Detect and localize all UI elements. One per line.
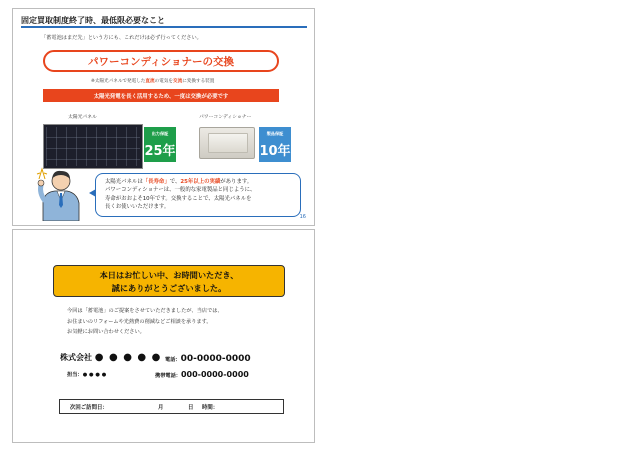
pcs-label: パワーコンディショナー xyxy=(199,115,252,120)
next-visit-box xyxy=(59,399,284,414)
page-number: 16 xyxy=(299,214,306,220)
contact-person: 担当：● ● ● ● xyxy=(67,372,107,378)
visit-time: 時間： xyxy=(202,404,219,411)
mobile-number: 携帯電話：000-0000-0000 xyxy=(155,370,249,379)
company-name: 株式会社 ● ● ● ● ● xyxy=(60,352,162,363)
intro-text: 「蓄電池はまだ先」という方にも、これだけは必ず行ってください。 xyxy=(41,35,202,41)
businessman-icon xyxy=(35,165,83,221)
visit-label: 次回ご訪問日： xyxy=(70,404,108,411)
title-rule xyxy=(21,26,307,28)
visit-month: 月 xyxy=(158,404,164,411)
panel-label: 太陽光パネル xyxy=(68,115,97,120)
phone-number: 電話：00-0000-0000 xyxy=(165,354,251,364)
solar-panel-image xyxy=(43,124,143,169)
slide-16 xyxy=(12,8,315,226)
red-banner: 太陽光発電を長く活用するため、一度は交換が必要です xyxy=(43,89,279,102)
pcs-warranty-badge: 製品保証 10年 xyxy=(259,127,291,162)
visit-day: 日 xyxy=(188,404,194,411)
panel-warranty-badge: 出力保証 25年 xyxy=(144,127,176,162)
bubble-text: 太陽光パネルは「長寿命」で、25年以上の実績があります。 パワーコンディショナーは、一般的な家電製品と同じように、 寿命がおおよそ10年です。交換することで、太陽光パネルを 長くお使いいただけます。 xyxy=(105,179,256,211)
slide-title: 固定買取制度終了時、最低限必要なこと xyxy=(21,16,165,25)
thanks-banner: 本日はお忙しい中、お時間いただき、 誠にありがとうございました。 xyxy=(53,265,285,297)
body-text: 今回は「蓄電池」のご提案をさせていただきましたが、当店では、 お住まいのリフォームや光熱費の削減などご相談を承ります。 お気軽にお問い合わせください。 xyxy=(67,308,223,335)
note-text: ※太陽光パネルで発電した直流の電気を交流に変換する装置 xyxy=(91,79,215,84)
power-conditioner-image xyxy=(199,127,255,159)
heading-text: パワーコンディショナーの交換 xyxy=(88,55,234,68)
slide-thanks xyxy=(12,229,315,443)
heading-pill xyxy=(43,50,279,72)
